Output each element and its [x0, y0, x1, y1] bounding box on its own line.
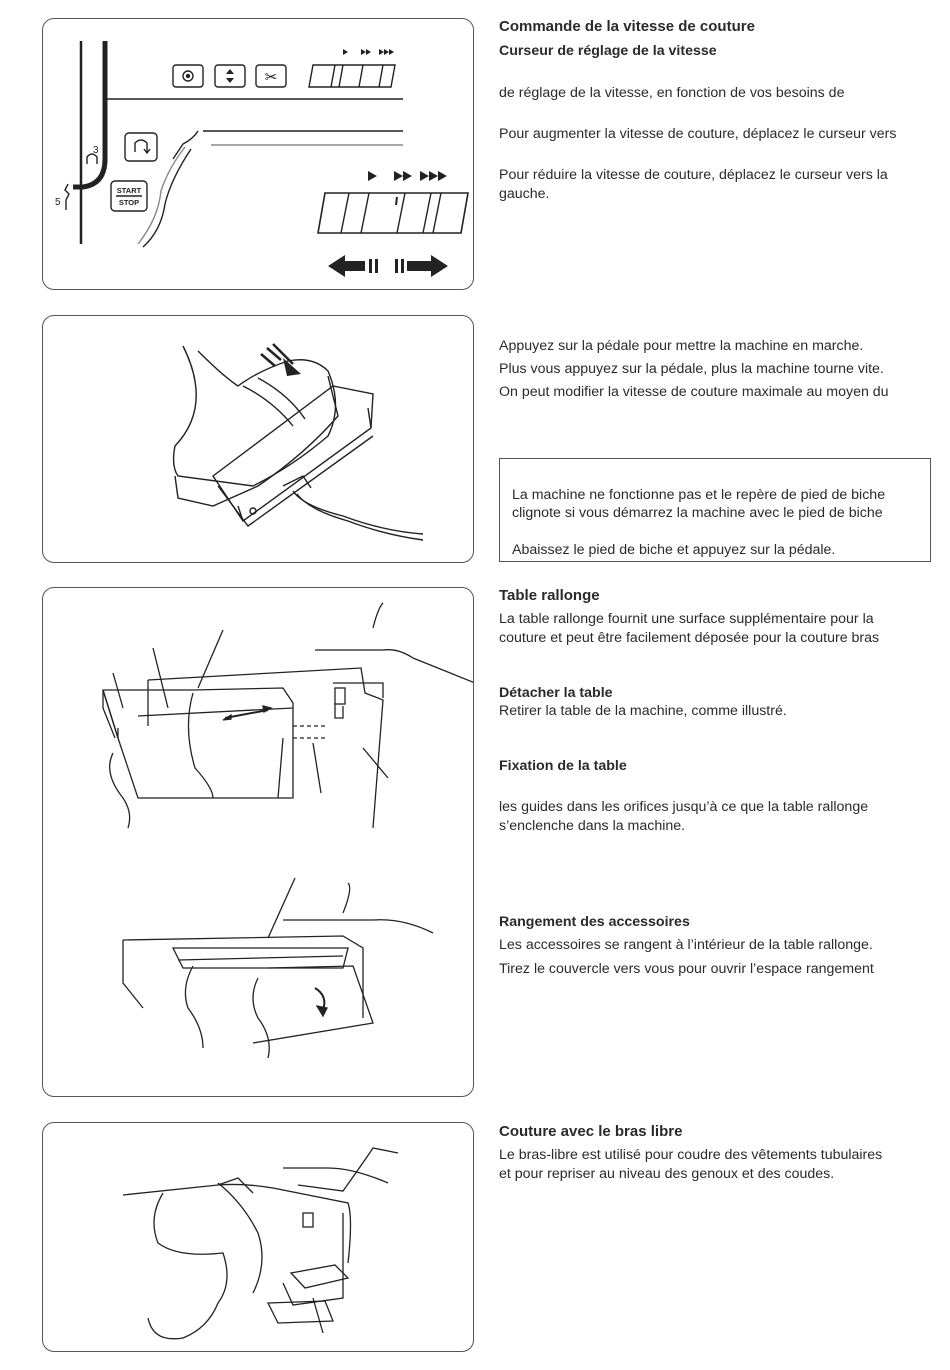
pedal-para-3: On peut modifier la vitesse de couture maximale au moyen du	[499, 384, 889, 400]
freearm-line-2: et pour repriser au niveau des genoux et des coudes.	[499, 1166, 835, 1182]
svg-text:STOP: STOP	[118, 198, 140, 207]
speed-title: Commande de la vitesse de couture	[499, 18, 755, 35]
speed-para-3-line-1: Pour réduire la vitesse de couture, déplacez le curseur vers la	[499, 167, 888, 183]
fix-line-2: s’enclenche dans la machine.	[499, 818, 686, 834]
freearm-line-1: Le bras-libre est utilisé pour coudre des vêtements tubulaires	[499, 1147, 883, 1163]
fix-title: Fixation de la table	[499, 758, 627, 774]
table-para-line-2: couture et peut être facilement déposée pour la couture bras	[499, 630, 880, 646]
speed-para-3-line-2: gauche.	[499, 186, 550, 202]
detach-title: Détacher la table	[499, 685, 613, 701]
extension-table-illustration	[42, 587, 474, 1097]
speed-para-2: Pour augmenter la vitesse de couture, déplacez le curseur vers	[499, 126, 897, 142]
storage-title: Rangement des accessoires	[499, 914, 690, 930]
note-line-1: La machine ne fonctionne pas et le repère de pied de biche	[512, 487, 886, 503]
storage-line-2: Tirez le couvercle vers vous pour ouvrir l’espace rangement	[499, 961, 874, 977]
svg-text:5: 5	[55, 197, 61, 208]
free-arm-illustration	[42, 1122, 474, 1352]
foot-pedal-illustration	[42, 315, 474, 563]
storage-line-1: Les accessoires se rangent à l’intérieur de la table rallonge.	[499, 937, 873, 953]
pedal-para-1: Appuyez sur la pédale pour mettre la machine en marche.	[499, 338, 864, 354]
fix-line-1: les guides dans les orifices jusqu’à ce que la table rallonge	[499, 799, 869, 815]
note-line-2: clignote si vous démarrez la machine avec le pied de biche	[512, 505, 883, 521]
detach-text: Retirer la table de la machine, comme illustré.	[499, 703, 787, 719]
table-para-line-1: La table rallonge fournit une surface supplémentaire pour la	[499, 611, 874, 627]
table-title: Table rallonge	[499, 587, 600, 604]
svg-text:START: START	[116, 186, 142, 195]
svg-text:✂: ✂	[264, 69, 278, 86]
note-box	[499, 458, 931, 562]
note-line-3: Abaissez le pied de biche et appuyez sur la pédale.	[512, 542, 836, 558]
svg-text:3: 3	[93, 145, 99, 156]
speed-para-1: de réglage de la vitesse, en fonction de vos besoins de	[499, 85, 845, 101]
speed-subtitle: Curseur de réglage de la vitesse	[499, 43, 717, 59]
freearm-title: Couture avec le bras libre	[499, 1123, 683, 1140]
pedal-para-2: Plus vous appuyez sur la pédale, plus la machine tourne vite.	[499, 361, 884, 377]
speed-control-illustration	[42, 18, 474, 290]
